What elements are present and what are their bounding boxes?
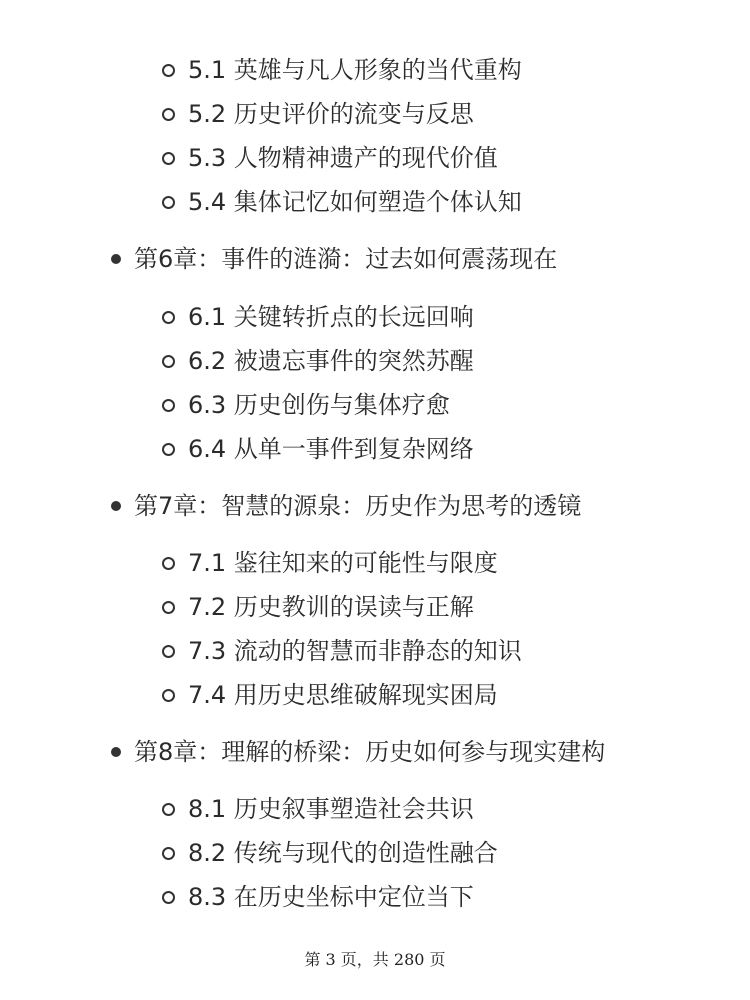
toc-item-text: 6.3 历史创伤与集体疗愈	[188, 391, 450, 419]
hollow-bullet-icon	[162, 399, 175, 412]
toc-item-text: 5.4 集体记忆如何塑造个体认知	[188, 188, 522, 216]
hollow-bullet-icon	[162, 443, 175, 456]
toc-item-text: 5.2 历史评价的流变与反思	[188, 100, 474, 128]
hollow-bullet-icon	[162, 557, 175, 570]
hollow-bullet-icon	[162, 601, 175, 614]
toc-item-text: 7.4 用历史思维破解现实困局	[188, 681, 498, 709]
toc-item-7-4	[0, 675, 750, 715]
toc-item-6-4	[0, 429, 750, 469]
toc-item-7-3	[0, 631, 750, 671]
hollow-bullet-icon	[162, 108, 175, 121]
toc-chapter-8	[0, 732, 750, 772]
filled-bullet-icon	[111, 747, 121, 757]
toc-item-text: 8.1 历史叙事塑造社会共识	[188, 795, 474, 823]
hollow-bullet-icon	[162, 847, 175, 860]
toc-chapter-7	[0, 486, 750, 526]
toc-item-text: 5.3 人物精神遗产的现代价值	[188, 144, 498, 172]
toc-item-text: 6.1 关键转折点的长远回响	[188, 303, 474, 331]
toc-item-5-2	[0, 94, 750, 134]
page-number-footer: 第 3 页，共 280 页	[304, 950, 446, 969]
toc-item-text: 7.1 鉴往知来的可能性与限度	[188, 549, 498, 577]
hollow-bullet-icon	[162, 64, 175, 77]
hollow-bullet-icon	[162, 311, 175, 324]
hollow-bullet-icon	[162, 355, 175, 368]
toc-item-text: 7.3 流动的智慧而非静态的知识	[188, 637, 522, 665]
hollow-bullet-icon	[162, 196, 175, 209]
toc-item-text: 6.2 被遗忘事件的突然苏醒	[188, 347, 474, 375]
filled-bullet-icon	[111, 501, 121, 511]
toc-item-5-1	[0, 50, 750, 90]
toc-item-8-2	[0, 833, 750, 873]
toc-chapter-6	[0, 239, 750, 279]
toc-item-7-2	[0, 587, 750, 627]
toc-chapter-text: 第6章：事件的涟漪：过去如何震荡现在	[134, 245, 558, 273]
toc-item-6-1	[0, 297, 750, 337]
toc-item-text: 8.3 在历史坐标中定位当下	[188, 883, 474, 911]
toc-item-text: 8.2 传统与现代的创造性融合	[188, 839, 498, 867]
toc-item-5-3	[0, 138, 750, 178]
toc-item-6-3	[0, 385, 750, 425]
hollow-bullet-icon	[162, 891, 175, 904]
hollow-bullet-icon	[162, 152, 175, 165]
hollow-bullet-icon	[162, 689, 175, 702]
toc-chapter-text: 第8章：理解的桥梁：历史如何参与现实建构	[134, 738, 606, 766]
filled-bullet-icon	[111, 254, 121, 264]
hollow-bullet-icon	[162, 803, 175, 816]
toc-item-6-2	[0, 341, 750, 381]
toc-item-text: 6.4 从单一事件到复杂网络	[188, 435, 474, 463]
hollow-bullet-icon	[162, 645, 175, 658]
toc-item-8-1	[0, 789, 750, 829]
toc-item-text: 7.2 历史教训的误读与正解	[188, 593, 474, 621]
toc-chapter-text: 第7章：智慧的源泉：历史作为思考的透镜	[134, 492, 582, 520]
toc-item-7-1	[0, 543, 750, 583]
toc-item-8-3	[0, 877, 750, 917]
toc-item-text: 5.1 英雄与凡人形象的当代重构	[188, 56, 522, 84]
toc-item-5-4	[0, 182, 750, 222]
